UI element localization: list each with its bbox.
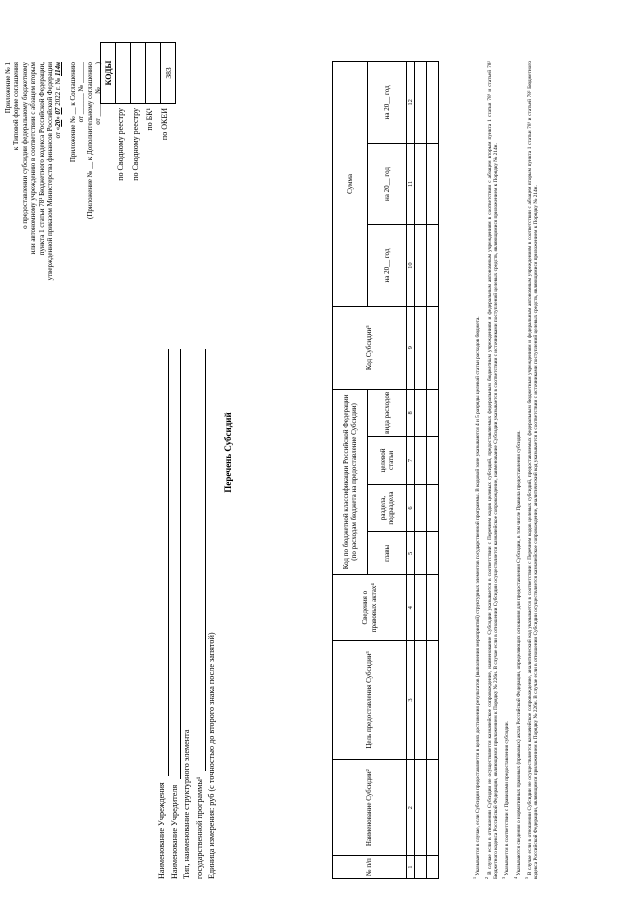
codes-label-2: по Сводному реестру <box>130 108 140 181</box>
appendix-line-3: о предоставлении субсидии федеральному бюджетному <box>20 62 29 229</box>
footnote-mark: 4 <box>512 876 518 879</box>
date-year: 2022 г. № <box>54 77 63 106</box>
handwritten-month: 07 <box>54 107 63 115</box>
appendix-line-1: Приложение № 1 <box>4 62 12 114</box>
footnote-mark: 2 <box>483 876 489 879</box>
footnote-text: Указывается в случае, если Субсидия предоставляется в целях достижения результатов (выполнения мероприятий) структурных элементов государственной программы. В кодовой зоне указываются 4 и 5 разряды целевой статьи расходов бюджета. <box>474 316 481 876</box>
field-label-founder: Наименование Учредителя <box>169 784 179 879</box>
col-number: 12 <box>407 62 415 144</box>
footnote-mark: 1 <box>472 876 477 879</box>
col-header-no: № п/п <box>333 856 407 879</box>
table-cell <box>415 306 427 389</box>
table-cell <box>427 143 439 225</box>
date-prefix: от « <box>54 126 63 139</box>
subsidies-table <box>332 61 439 879</box>
col-number: 1 <box>407 856 415 879</box>
col-number: 11 <box>407 143 415 225</box>
col-number: 3 <box>407 641 415 760</box>
date-mid: » <box>54 116 63 120</box>
codes-label-1: по Сводному реестру <box>116 108 125 181</box>
field-label-program-cont: государственной программы¹ <box>194 776 204 879</box>
footnote-text: Указываются сведения о нормативных правовых (правовых) актах Российской Федерации, определяющих основания для предоставления Субсидии, в том числе Правила предоставления субсидии. <box>515 430 522 876</box>
code-cell-4: 383 <box>161 43 176 104</box>
agreement-line-4: от ______ № ______) <box>94 62 103 125</box>
table-cell <box>415 225 427 307</box>
col-header-year-1: на 20__ год <box>368 225 407 307</box>
appendix-line-2: к Типовой форме соглашения <box>12 62 21 151</box>
codes-labels <box>114 108 172 181</box>
footnote-4 <box>513 61 522 879</box>
table-cell <box>427 306 439 389</box>
agreement-line-3: (Приложение № __ к Дополнительному соглашению <box>85 62 94 219</box>
col-header-sum: Сумма <box>333 62 368 307</box>
footnote-1 <box>472 61 481 879</box>
codes-table <box>100 42 176 104</box>
codes-label-4: по ОКЕИ <box>159 108 169 141</box>
col-header-year-2: на 20__ год <box>368 143 407 225</box>
table-row <box>415 62 427 879</box>
table-cell <box>415 484 427 532</box>
field-institution <box>156 349 169 879</box>
field-line-institution <box>159 349 169 776</box>
appendix-header <box>4 62 102 482</box>
col-header-stati: целевой статьи <box>368 437 407 485</box>
table-cell <box>427 225 439 307</box>
col-header-purpose: Цель предоставления Субсидии³ <box>333 641 407 760</box>
field-label-program: Тип, наименование структурного элемента <box>182 729 191 879</box>
col-number: 8 <box>407 389 415 437</box>
col-header-razdela: раздела, подраздела <box>368 484 407 532</box>
table-cell <box>427 437 439 485</box>
col-header-acts: Сведения о правовых актах⁴ <box>333 575 407 641</box>
footnote-5 <box>524 61 539 879</box>
col-header-name: Наименование Субсидии² <box>333 760 407 856</box>
code-cell-1 <box>116 43 131 104</box>
column-numbers-row <box>407 62 415 879</box>
table-cell <box>415 389 427 437</box>
appendix-line-5: пункта 1 статьи 78¹ Бюджетного кодекса Российской Федерации, <box>37 62 46 256</box>
table-cell <box>427 856 439 879</box>
col-header-glavy: главы <box>368 532 407 575</box>
footnote-text: Указывается в соответствии с Правилами предоставления субсидии. <box>504 721 511 876</box>
footnote-text: В случае если в отношении Субсидии не осуществляется казначейское сопровождение, наименование Субсидии указывается в соответствии с Перечнем кодов целевых субсидий, предоставляемых федеральным бюджетным учреждениям и федеральным автономным учреждениям в соответствии с абзацем вторым пункта 1 статьи 78¹ и статьей 78² Бюджетного кодекса Российской Федерации, являющимся приложением к Порядку № 226н. В случае если в отношении Субсидии осуществляется казначейское сопровождение, наименование Субсидии указывается в соответствии с источниками поступлений целевых средств, являющимися приложением к Порядку № 214н. <box>486 61 499 879</box>
footnote-mark: 3 <box>501 876 507 879</box>
table-cell <box>415 760 427 856</box>
appendix-line-6: утвержденной приказом Министерства финансов Российской Федерации <box>46 62 55 281</box>
field-label-institution: Наименование Учреждения <box>157 782 166 879</box>
footnote-3 <box>501 61 510 879</box>
col-header-vida: вида расходов <box>368 389 407 437</box>
handwritten-day: 20 <box>54 119 63 127</box>
col-header-year-3: на 20__ год <box>368 62 407 144</box>
table-cell <box>427 62 439 144</box>
table-cell <box>427 641 439 760</box>
col-header-code: Код Субсидии⁵ <box>333 306 407 389</box>
field-program <box>181 349 194 879</box>
codes-header: КОДЫ <box>101 43 116 104</box>
col-number: 2 <box>407 760 415 856</box>
col-header-bk: Код по бюджетной классификации Российской Федерации (по расходам бюджета на предоставление Субсидии) <box>333 389 368 575</box>
col-number: 4 <box>407 575 415 641</box>
table-cell <box>415 143 427 225</box>
table-cell <box>427 575 439 641</box>
header-fields <box>156 349 219 879</box>
table-cell <box>415 437 427 485</box>
appendix-line-7 <box>54 62 62 482</box>
table-cell <box>415 856 427 879</box>
code-cell-2 <box>131 43 146 104</box>
field-label-unit: Единица измерения: руб (с точностью до второго знака после запятой) <box>207 632 216 879</box>
appendix-line-4: или автономному учреждению в соответствии с абзацем вторым <box>29 62 38 255</box>
field-program-cont <box>194 349 207 879</box>
col-number: 7 <box>407 437 415 485</box>
agreement-line-1: Приложение № __ к Соглашению <box>68 62 77 163</box>
footnote-2 <box>484 61 499 879</box>
table-cell <box>415 641 427 760</box>
col-number: 9 <box>407 306 415 389</box>
table-row <box>427 62 439 879</box>
col-number: 5 <box>407 532 415 575</box>
table-cell <box>415 575 427 641</box>
handwritten-order-number: 114н <box>54 62 63 76</box>
col-number: 10 <box>407 225 415 307</box>
table-cell <box>415 532 427 575</box>
footnote-text: В случае если в отношении Субсидии не осуществляется казначейское сопровождение, аналитический код указывается в соответствии с Перечнем кодов целевых субсидий, предоставляемых федеральным бюджетным учреждениям и федеральным автономным учреждениям в соответствии с абзацем вторым пункта 1 статьи 78¹ и статьей 78² Бюджетного кодекса Российской Федерации, являющимся приложением к Порядку № 226н. В случае если в отношении Субсидии осуществляется казначейское сопровождение, аналитический код указывается в соответствии с источниками поступлений целевых средств, являющимися приложением к Порядку № 214н. <box>527 60 540 879</box>
field-line-founder <box>171 349 181 779</box>
codes-label-3: по БК¹ <box>145 108 154 131</box>
document-title: Перечень Субсидий <box>223 412 233 493</box>
table-cell <box>427 532 439 575</box>
field-founder <box>169 349 182 879</box>
field-unit <box>206 349 219 879</box>
field-line-program <box>196 349 206 771</box>
footnote-mark: 5 <box>524 876 530 879</box>
table-cell <box>427 389 439 437</box>
footnotes <box>472 61 542 879</box>
col-number: 6 <box>407 484 415 532</box>
table-cell <box>427 484 439 532</box>
agreement-line-2: от ______ № ______ <box>77 62 86 123</box>
table-cell <box>427 760 439 856</box>
code-cell-3 <box>146 43 161 104</box>
table-cell <box>415 62 427 144</box>
